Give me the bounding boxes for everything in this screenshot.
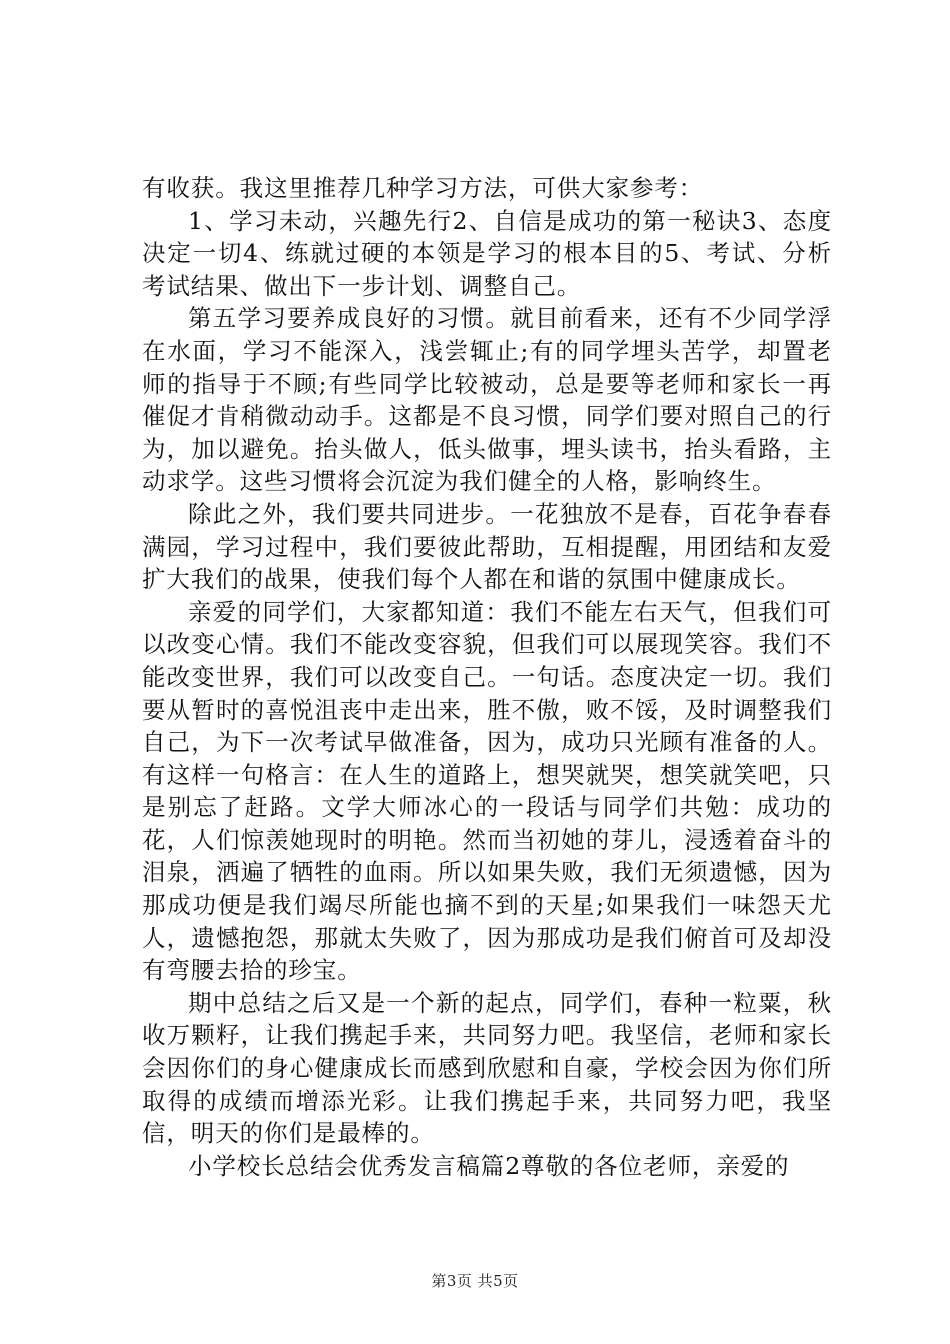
page-footer: 第3页 共5页 xyxy=(431,1272,519,1290)
paragraph-next-speech-heading: 小学校长总结会优秀发言稿篇2尊敬的各位老师，亲爱的 xyxy=(188,1151,790,1180)
paragraph-dear-students: 亲爱的同学们，大家都知道：我们不能左右天气，但我们可以改变心情。我们不能改变容貌，但我们可以展现笑容。我们不能改变世界，我们可以改变自己。一句话。态度决定一切。我们要从暂时的喜悦沮丧中走出来，胜不傲，败不馁，及时调整我们自己，为下一次考试早做准备，因为，成功只光顾有准备的人。有这样一句格言：在人生的道路上，想哭就哭，想笑就笑吧，只是别忘了赶路。文学大师冰心的一段话与同学们共勉：成功的花，人们惊羡她现时的明艳。然而当初她的芽儿，浸透着奋斗的泪泉，洒遍了牺牲的血雨。所以如果失败，我们无须遗憾，因为那成功便是我们竭尽所能也摘不到的天星;如果我们一味怨天尤人，遗憾抱怨，那就太失败了，因为那成功是我们俯首可及却没有弯腰去拾的珍宝。 xyxy=(142,597,832,985)
paragraph-new-start: 期中总结之后又是一个新的起点，同学们，春种一粒粟，秋收万颗籽，让我们携起手来，共同努力吧。我坚信，老师和家长会因你们的身心健康成长而感到欣慰和自豪，学校会因为你们所取得的成绩而增添光彩。让我们携起手来，共同努力吧，我坚信，明天的你们是最棒的。 xyxy=(142,988,832,1148)
paragraph-progress-together: 除此之外，我们要共同进步。一花独放不是春，百花争春春满园，学习过程中，我们要彼此帮助，互相提醒，用团结和友爱扩大我们的战果，使我们每个人都在和谐的氛围中健康成长。 xyxy=(142,499,832,594)
paragraph-habits: 第五学习要养成良好的习惯。就目前看来，还有不少同学浮在水面，学习不能深入，浅尝辄止;有的同学埋头苦学，却置老师的指导于不顾;有些同学比较被动，总是要等老师和家长一再催促才肯稍微动动手。这都是不良习惯，同学们要对照自己的行为，加以避免。抬头做人，低头做事，埋头读书，抬头看路，主动求学。这些习惯将会沉淀为我们健全的人格，影响终生。 xyxy=(142,304,832,496)
paragraph-continuation: 有收获。我这里推荐几种学习方法，可供大家参考： xyxy=(142,174,704,202)
document-body xyxy=(142,172,832,1182)
paragraph-methods-list: 1、学习未动，兴趣先行2、自信是成功的第一秘诀3、态度决定一切4、练就过硬的本领是学习的根本目的5、考试、分析考试结果、做出下一步计划、调整自己。 xyxy=(142,206,832,300)
